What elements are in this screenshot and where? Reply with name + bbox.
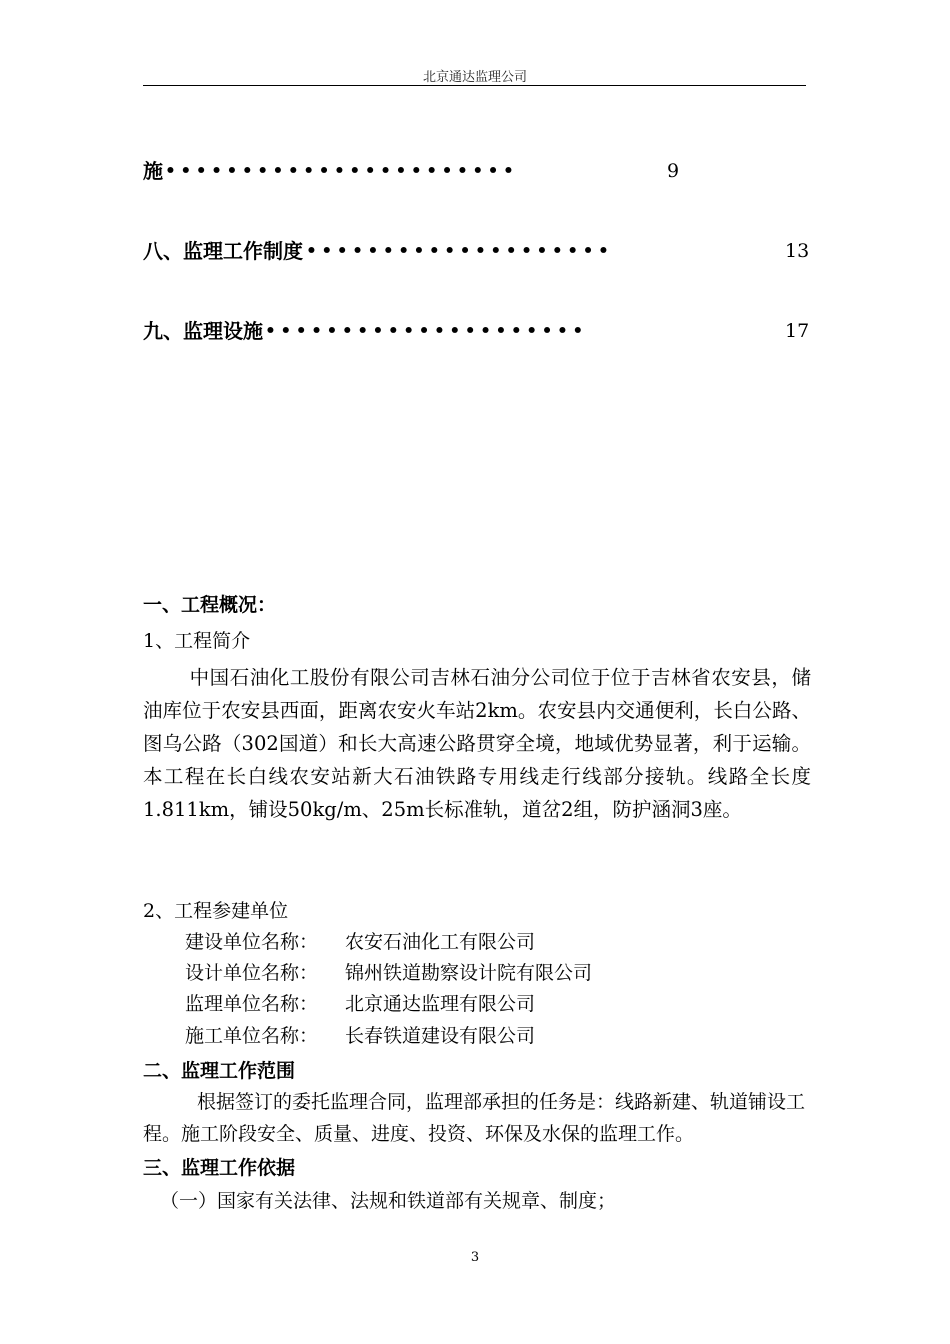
participant-row xyxy=(185,958,592,988)
toc-page: 17 xyxy=(785,320,810,342)
subsection-heading: 2、工程参建单位 xyxy=(143,900,289,922)
page-header: 北京通达监理公司 xyxy=(422,70,527,85)
toc-title: 八、监理工作制度 xyxy=(143,239,303,263)
toc-leader: ••••••••••••••••••••••• xyxy=(165,161,519,181)
section-heading: 一、工程概况： xyxy=(143,594,277,616)
participant-value: 锦州铁道勘察设计院有限公司 xyxy=(345,962,593,984)
header-rule xyxy=(143,85,806,86)
subsection-heading: 1、工程简介 xyxy=(143,630,251,652)
section-heading: 二、监理工作范围 xyxy=(143,1060,296,1082)
toc-entry[interactable] xyxy=(143,236,810,266)
participant-label: 施工单位名称： xyxy=(185,1025,319,1047)
participant-label: 建设单位名称： xyxy=(185,931,319,953)
participant-row xyxy=(185,927,535,957)
participant-value: 北京通达监理有限公司 xyxy=(345,993,536,1015)
toc-page: 13 xyxy=(785,240,810,262)
project-intro xyxy=(143,661,811,826)
toc-leader: •••••••••••••••••••• xyxy=(306,241,614,261)
toc-title: 九、监理设施 xyxy=(143,319,263,343)
basis-item: （一）国家有关法律、法规和铁道部有关规章、制度； xyxy=(160,1190,617,1212)
participant-value: 农安石油化工有限公司 xyxy=(345,931,536,953)
toc-page: 9 xyxy=(667,160,680,182)
toc-entry[interactable] xyxy=(143,156,806,186)
toc-leader: ••••••••••••••••••••• xyxy=(265,321,588,341)
page-number: 3 xyxy=(470,1250,480,1265)
participant-label: 监理单位名称： xyxy=(185,993,319,1015)
project-intro-text: 中国石油化工股份有限公司吉林石油分公司位于位于吉林省农安县，储油库位于农安县西面，距离农安火车站2km。农安县内交通便利，长白公路、图乌公路（302国道）和长大高速公路贯穿全境，地域优势显著，利于运输。本工程在长白线农安站新大石油铁路专用线走行线部分接轨。线路全长度1.811km，铺设50kg/m、25m长标准轨，道岔2组，防护涵洞3座。 xyxy=(143,666,811,821)
toc-entry[interactable] xyxy=(143,316,810,346)
participant-value: 长春铁道建设有限公司 xyxy=(345,1025,536,1047)
toc-title: 施 xyxy=(143,159,163,183)
scope-text: 根据签订的委托监理合同，监理部承担的任务是：线路新建、轨道铺设工程。施工阶段安全、质量、进度、投资、环保及水保的监理工作。 xyxy=(143,1091,806,1145)
participant-row xyxy=(185,989,535,1019)
participant-row xyxy=(185,1021,535,1051)
participant-label: 设计单位名称： xyxy=(185,962,319,984)
section-heading: 三、监理工作依据 xyxy=(143,1157,296,1179)
scope-paragraph xyxy=(143,1086,813,1150)
